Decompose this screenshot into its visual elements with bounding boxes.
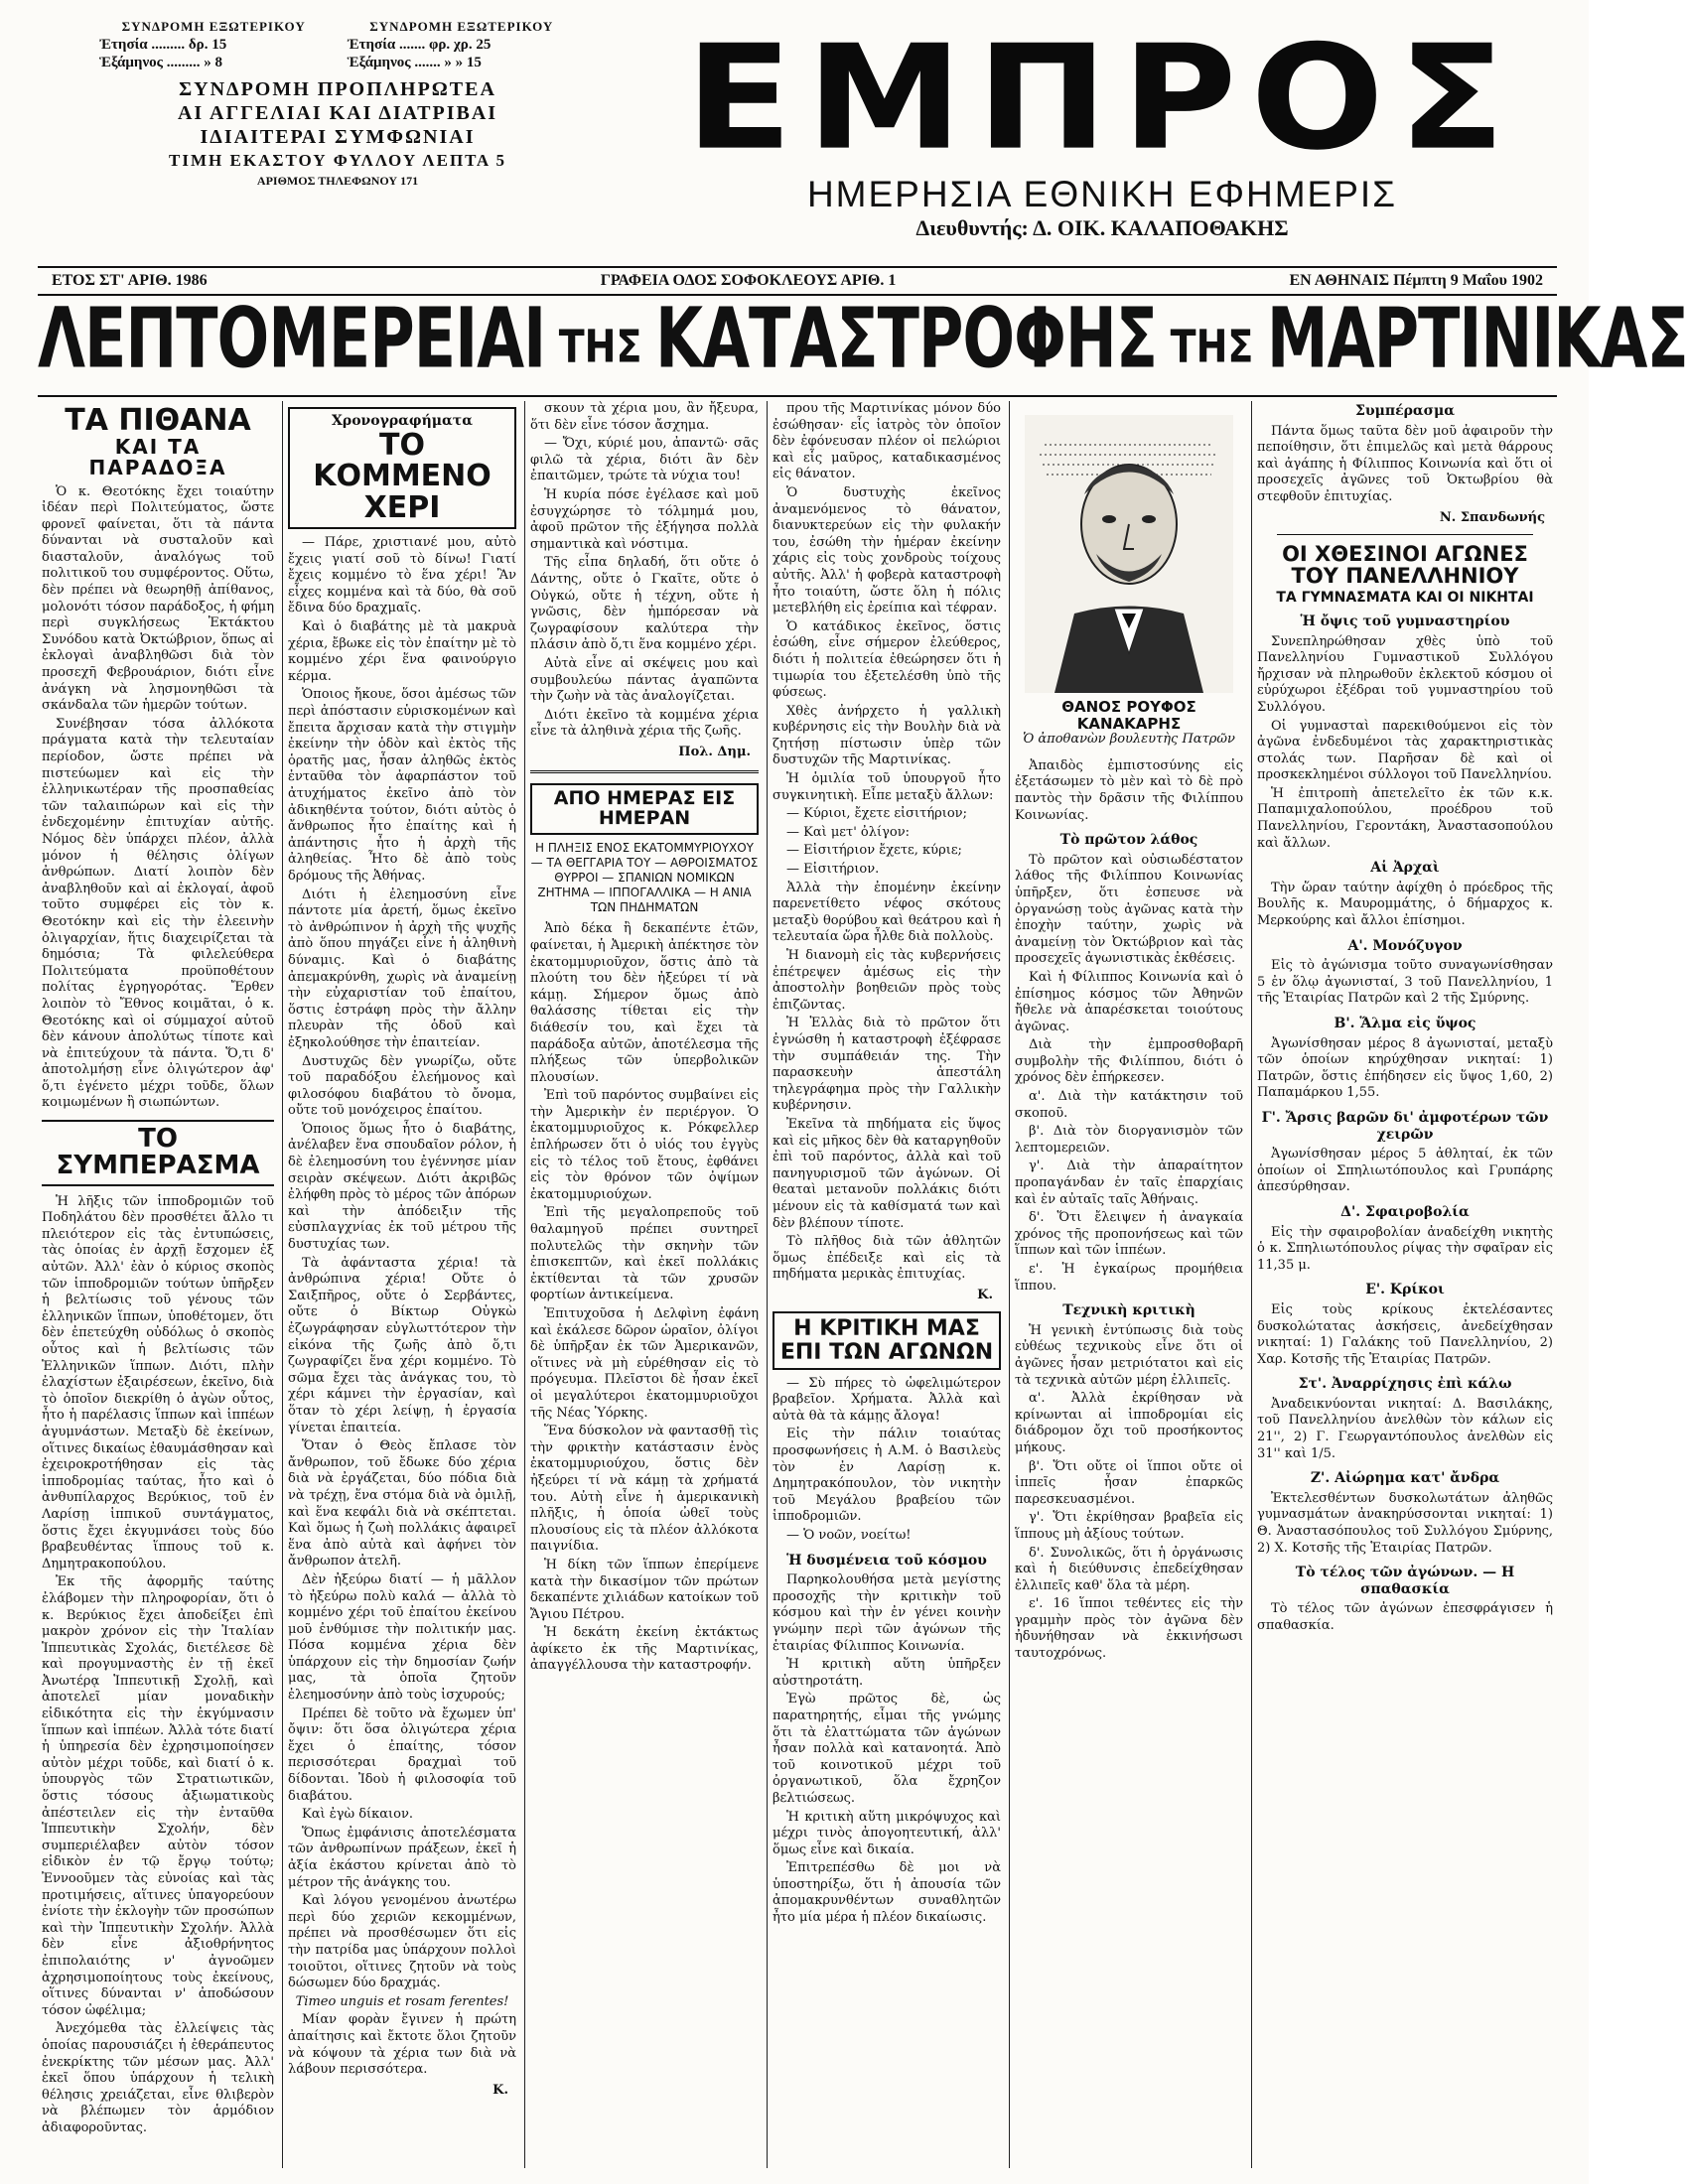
paragraph: Ἡ κυρία πόσε ἐγέλασε καὶ μοῦ ἐσυγχώρησε τὸ τόλμημά μου, ἀφοῦ πρῶτον τῆς ἐξήγησα πολλὰ σημαντικὰ καὶ νόστιμα. [530, 486, 759, 552]
section-subheading: Ἡ ὄψις τοῦ γυμναστηρίου [1300, 613, 1510, 629]
paragraph: Ἡ ἐπιτροπὴ ἀπετελεῖτο ἐκ τῶν κ.κ. Παπαμιχαλοπούλου, προέδρου τοῦ Πανελληνίου, Γεροντάκη, Ἀναστασοπούλου καὶ ἄλλων. [1257, 785, 1553, 851]
paragraph: Καὶ ἐγὼ δίκαιον. [302, 1807, 413, 1823]
main-headline [38, 289, 1688, 397]
ads-notice: ΑΙ ΑΓΓΕΛΙΑΙ ΚΑΙ ΔΙΑΤΡΙΒΑΙ [177, 102, 498, 124]
column-rule [1251, 401, 1252, 2168]
paragraph: Ἡ Ἑλλὰς διὰ τὸ πρῶτον ὅτι ἐγνώσθη ἡ καταστροφὴ ἐξέφρασε τὴν συμπάθειάν της. Τὴν παρασκευὴν ἀπεστάλη τηλεγράφημα πρὸς τὴν Γαλλικὴν κυβέρνησιν. [773, 1016, 1001, 1114]
subscription-half-year: Ἑξάμηνος ....... » » 15 [347, 55, 482, 70]
paragraph: Τὴν ὥραν ταύτην ἀφίχθη ὁ πρόεδρος τῆς Βουλῆς κ. Μαυρομμάτης, ὁ δήμαρχος κ. Μερκούρης καὶ ἄλλοι ἐπίσημοι. [1257, 880, 1553, 929]
paragraph: Εἰς τὴν σφαιροβολίαν ἀναδείχθη νικητὴς ὁ κ. Σπηλιωτόπουλος ρίψας τὴν σφαῖραν εἰς 11,35 μ. [1257, 1224, 1553, 1273]
article-deck: Η ΠΛΗΞΙΣ ΕΝΟΣ ΕΚΑΤΟΜΜΥΡΙΟΥΧΟΥ — ΤΑ ΘΕΓΓΑΡΙΑ ΤΟΥ — ΑΘΡΟΙΣΜΑΤΟΣ ΘΥΡΡΟΙ — ΣΠΑΝΙΩΝ ΝΟΜΙΚΩΝ ΖΗΤΗΜΑ — ΙΠΠΟΓΑΛΛΙΚΑ — Η ΑΝΙΑ ΤΩΝ ΠΗΔΗΜΑΤΩΝ [530, 841, 759, 915]
paragraph: Ὁποιος ὅμως ἦτο ὁ διαβάτης, ἀνέλαβεν ἕνα σπουδαῖον ρόλον, ἡ δὲ ἐλεημοσύνη του ἐγέννησε μίαν σειρὰν σκέψεων. Διότι ἀκριβῶς ἐλήφθη πρὸς τὸ μέρος τῶν ἀπόρων καὶ τὴν ἀπόδειξιν τῆς εὐσπλαγχνίας ἐκ τοῦ μέτρου τῆς δυστυχίας των. [288, 1121, 516, 1253]
paragraph: Ἡ διανομὴ εἰς τὰς κυβερνήσεις ἐπέτρεψεν ἀμέσως εἰς τὴν ἀποστολὴν βοηθειῶν πρὸς τοὺς ἐπιζῶντας. [773, 948, 1001, 1013]
article-title: ΤΟΥ ΠΑΝΕΛΛΗΝΙΟΥ [1291, 564, 1519, 589]
portrait-caption-name: ΘΑΝΟΣ ΡΟΥΦΟΣ ΚΑΝΑΚΑΡΗΣ [1061, 698, 1196, 733]
paragraph: Τὸ πρῶτον καὶ οὐσιωδέστατον λάθος τῆς Φιλίππου Κοινωνίας ὑπῆρξεν, ὅτι ἐσπευσε νὰ ὀργανώσῃ τοὺς ἀγῶνας κατὰ τὴν ἐποχὴν ταύτην, χωρὶς νὰ ἀναμείνῃ τὸν Ὀκτώβριον καὶ τὰς προσεχεῖς ἀγωνιστικὰς ἐκθέσεις. [1015, 852, 1243, 967]
section-kicker: Συμπέρασμα [1354, 403, 1456, 419]
paragraph: Ἕνα δύσκολον νὰ φαντασθῇ τὶς τὴν φρικτὴν κατάστασιν ἑνὸς ἐκατομμυριούχου, ὅστις δὲν ἠξεύρει τί νὰ κάμῃ τὰ χρήματά του. Αὐτὴ εἶνε ἡ ἀμερικανικὴ πλῆξις, ἡ ὁποία ὠθεῖ τοὺς πλουσίους εἰς τὰ πλέον ἀλλόκοτα παιγνίδια. [530, 1424, 759, 1555]
newspaper-director: Διευθυντής: Δ. ΟΙΚ. ΚΑΛΑΠΟΘΑΚΗΣ [915, 215, 1289, 240]
section-subheading: Αἱ Ἀρχαὶ [1370, 860, 1440, 877]
newspaper-subtitle: ΗΜΕΡΗΣΙΑ ΕΘΝΙΚΗ ΕΦΗΜΕΡΙΣ [806, 174, 1398, 214]
paragraph: Πρέπει δὲ τοῦτο νὰ ἔχωμεν ὑπ' ὄψιν: ὅτι ὅσα ὀλιγώτερα χέρια ἔχει ὁ ἐπαίτης, τόσον περισσότεραι δραχμαὶ τοῦ δίδονται. Ἰδοὺ ἡ φιλοσοφία τοῦ διαβάτου. [288, 1706, 516, 1804]
article-column-6 [1257, 401, 1553, 2168]
section-subheading: Ἡ δυσμένεια τοῦ κόσμου [786, 1552, 987, 1569]
paragraph: — Πάρε, χριστιανέ μου, αὐτὸ ἔχεις γιατί σοῦ τὸ δίνω! Γιατί ἔχεις κομμένο τὸ ἕνα χέρι! Ἂν εἶχες κομμένα καὶ τὰ δύο, θὰ σοῦ ἔδινα δύο δραχμαῖς. [288, 535, 516, 616]
paragraph: — Ὁ νοῶν, νοείτω! [786, 1528, 912, 1543]
subscription-half-year: Ἑξάμηνος ......... » 8 [99, 55, 222, 70]
paragraph: Ἀλλὰ τὴν ἐπομένην ἐκείνην παρενετίθετο νέφος σκότους μεταξὺ θορύβου καὶ θεάτρου καὶ ἡ τελευταία ὥρα ἦλθε διὰ πολλοὺς. [773, 880, 1001, 945]
subscription-abroad-block [348, 18, 576, 71]
article-column-4 [773, 401, 1001, 2168]
paragraph: πρου τῆς Μαρτινίκας μόνον δύο ἐσώθησαν· εἷς ἰατρὸς τὸν ὁποῖον δὲν ἐφόνευσαν πλέον οἱ πελώριοι καὶ εἷς μαῦρος, καταδικασμένος εἰς θάνατον. [773, 401, 1001, 482]
agreements-notice: ΙΔΙΑΙΤΕΡΑΙ ΣΥΜΦΩΝΙΑΙ [200, 126, 476, 148]
column-rule [1009, 401, 1010, 2168]
paragraph: Ὅταν ὁ Θεὸς ἔπλασε τὸν ἄνθρωπον, τοῦ ἔδωκε δύο χέρια διὰ νὰ ἐργάζεται, δύο πόδια διὰ νὰ τρέχῃ, ἕνα στόμα διὰ νὰ ὁμιλῇ, καὶ ἕνα κεφάλι διὰ νὰ σκέπτεται. Καὶ ὅμως ἡ ζωὴ πολλάκις ἀφαιρεῖ ἕνα ἀπὸ αὐτὰ καὶ ἀφήνει τὸν ἄνθρωπον ἀτελῆ. [288, 1438, 516, 1570]
paragraph: Τὸ τέλος τῶν ἀγώνων ἐπεσφράγισεν ἡ σπαθασκία. [1257, 1601, 1553, 1633]
paragraph: Ἀνεχόμεθα τὰς ἐλλείψεις τὰς ὁποίας παρουσιάζει ἡ ἐθεράπευτος ἐνεκρίκτης τῶν μέσων μας. Ἀλλ' ἐκεῖ ὅπου ὑπάρχουν ἡ τελικὴ θέλησις χρειάζεται, εἶνε θλιβερὸν νὰ βλέπωμεν τὸν ἁρμόδιον ἀδιαφοροῦντας. [42, 2021, 274, 2135]
paragraph: Ἡ κριτικὴ αὕτη ὑπῆρξεν αὐστηροτάτη. [773, 1657, 1001, 1689]
section-subheading: Δ'. Σφαιροβολία [1340, 1203, 1470, 1220]
paragraph: Ἐπιτυχοῦσα ἡ Δελφὶνη ἐφάνη καὶ ἐκάλεσε δῶρον ὡραῖον, ὀλίγοι δὲ ὑπῆρξαν ἐκ τῶν Ἀμερικανῶν, οἵτινες νὰ μὴ εὑρέθησαν εἰς τὸ πρόγευμα. Πλεῖστοι δὲ ἦσαν ἐκεῖ οἱ μεγαλύτεροι ἐκατομμυριοῦχοι τῆς Νέας Ὑόρκης. [530, 1306, 759, 1421]
article-title: Η ΚΡΙΤΙΚΗ ΜΑΣ [793, 1316, 980, 1342]
column-rule [282, 401, 283, 2168]
issue-number: ΕΤΟΣ ΣΤ' ΑΡΙΘ. 1986 [52, 272, 208, 289]
author-signature: Ν. Σπανδωνής [1439, 509, 1545, 525]
prepaid-notice: ΣΥΝΔΡΟΜΗ ΠΡΟΠΛΗΡΩΤΕΑ [179, 78, 496, 100]
article-column-5 [1015, 401, 1243, 2168]
paragraph: Ἐγὼ πρῶτος δὲ, ὡς παρατηρητής, εἶμαι τῆς γνώμης ὅτι τὰ ἐλαττώματα τῶν ἀγώνων ἦσαν πολλὰ καὶ κατανοητά. Ἀπὸ τοῦ κοινοτικοῦ μέχρι τοῦ ὀργανωτικοῦ, ὅλα ἔχρηζον βελτιώσεως. [773, 1692, 1001, 1806]
author-signature: Κ. [977, 1287, 993, 1302]
paragraph: — Σὺ πήρες τὸ ὡφελιμώτερον βραβεῖον. Χρήματα. Ἀλλὰ καὶ αὐτὰ θὰ τὰ κάμῃς ἄλογα! [773, 1375, 1001, 1424]
column-rule [524, 401, 525, 2168]
section-subheading: Ζ'. Αἰώρημα κατ' ἄνδρα [1310, 1470, 1500, 1487]
paragraph: Ἀγωνίσθησαν μέρος 5 ἀθληταί, ἐκ τῶν ὁποίων οἱ Σπηλιωτόπουλος καὶ Γρυπάρης ἀπεσύρθησαν. [1257, 1147, 1553, 1195]
paragraph: Διότι ἡ ἐλεημοσύνη εἶνε πάντοτε μία ἀρετή, ὅμως ἐκεῖνο τὸ ἀνθρώπινον ἡ ἀρχὴ τῆς ψυχῆς ἀπὸ ὅπου πηγάζει εἶνε ἡ ἀληθινὴ δύναμις. Καὶ ὁ διαβάτης ἀπεμακρύνθη, χωρὶς νὰ ἀναμείνῃ τὴν εὐχαριστίαν τοῦ ἐπαίτου, ὅστις ἐστράφη πρὸς τὴν ἄλλην πλευρὰν τῆς ὁδοῦ καὶ ἐξηκολούθησε τὴν ἐπαιτείαν. [288, 887, 516, 1050]
section-subheading: Τὸ τέλος τῶν ἀγώνων. — Η σπαθασκία [1295, 1565, 1515, 1597]
price-notice: ΤΙΜΗ ΕΚΑΣΤΟΥ ΦΥΛΛΟΥ ΛΕΠΤΑ 5 [169, 151, 506, 170]
section-subheading: Β'. Ἅλμα εἰς ὕψος [1334, 1016, 1477, 1031]
headline-word: ΛΕΠΤΟΜΕΡΕΙΑΙ [38, 289, 546, 387]
headline-word: ΚΑΤΑΣΤΡΟΦΗΣ [655, 289, 1158, 387]
paragraph: Ἐπιτρεπέσθω δὲ μοι νὰ ὑποστηρίξω, ὅτι ἡ ἀπουσία τῶν ἀπομακρυνθέντων συναθλητῶν ἦτο μία μέρα ἡ πλέον δικαίωσις. [773, 1860, 1001, 1926]
paragraph: Ἐπὶ τῆς μεγαλοπρεποῦς τοῦ θαλαμηγοῦ πρέπει συντηρεῖ πολυτελῶς τὴν σκηνὴν τῶν ἐπισκεπτῶν, καὶ ἐκεῖ πολλάκις ἐκτίθενται τὰ τῶν χρυσῶν φορτίων ἀντικείμενα. [530, 1205, 759, 1303]
headline-word: ΤΗΣ [1170, 320, 1254, 373]
paragraph: — Εἰσιτήριον ἔχετε, κύριε; [786, 843, 962, 859]
paragraph: Ἐκ τῆς ἀφορμῆς ταύτης ἐλάβομεν τὴν πληροφορίαν, ὅτι ὁ κ. Βερύκιος ἔχει ἀποδείξει ἐπὶ μακρὸν χρόνον εἰς τὴν Ἰταλίαν Ἱππευτικὰς Σχολάς, διετέλεσε δὲ καὶ προγυμναστὴς ἐν τῇ ἐκεῖ Ἀνωτέρᾳ Ἱππευτικῇ Σχολῇ, καὶ ἀποτελεῖ μίαν μοναδικὴν εἰδικότητα εἰς τὴν ἐκγύμνασιν ἵππων καὶ ἱππέων. Ἀλλὰ τότε διατί ἡ ὑπηρεσία δὲν ἐχρησιμοποίησεν αὐτὸν μέχρι τοῦδε, καὶ διατί ὁ κ. ὑπουργὸς τῶν Στρατιωτικῶν, ὅστις τόσους ἀξιωματικοὺς ἀπέστειλεν εἰς τὴν ἐνταῦθα Ἱππευτικὴν Σχολήν, δὲν συμπεριέλαβεν αὐτὸν τόσον εἰδικὸν ἐν τῷ ἔργῳ τούτῳ; Ἐννοοῦμεν τὰς εὐνοίας καὶ τὰς προτιμήσεις, αἵτινες ὑπαγορεύουν ἐνίοτε τὴν ἐκλογὴν τῶν προσώπων καὶ τὴν Ἱππευτικὴν Σχολήν. Ἀλλὰ δὲν εἶνε ἀξιοθρήνητος ἐπιπολαιότης ν' ἀγνοῶμεν ἀχρησιμοποίητους τοὺς ἐκείνους, οἵτινες δύνανται ν' ἀποδώσουν τόσον ὠφέλιμα; [42, 1574, 274, 2018]
subscription-yearly: Ἐτησία ....... φρ. χρ. 25 [347, 37, 492, 53]
author-signature: Κ. [492, 2082, 508, 2098]
paragraph: Δυστυχῶς δὲν γνωρίζω, οὔτε τοῦ παραδόξου ἐλεήμονος καὶ φιλοσόφου διαβάτου τὸ ὄνομα, οὔτε τοῦ μονόχειρος ἐπαίτου. [288, 1053, 516, 1119]
paragraph: ε'. 16 ἵπποι τεθέντες εἰς τὴν γραμμὴν πρὸς τὸν ἀγῶνα δὲν ἠδυνήθησαν νὰ ἐκκινήσωσι ταυτοχρόνως. [1015, 1596, 1243, 1662]
article-title: ΕΠΙ ΤΩΝ ΑΓΩΝΩΝ [779, 1339, 994, 1365]
paragraph: Ἀγωνίσθησαν μέρος 8 ἀγωνισταί, μεταξὺ τῶν ὁποίων κηρύχθησαν νικηταί: 1) Πατρῶν, ὅστις ἐπήδησεν εἰς ὕψος 1,60, 2) Παπαμάρκου 1,55. [1257, 1035, 1553, 1101]
paragraph: Ὁποιος ἤκουε, ὅσοι ἀμέσως τῶν περὶ ἀπόστασιν εὑρισκομένων καὶ ἔπειτα ἄρχισαν κατὰ τὴν στιγμὴν ἐκείνην τὴν ὁδὸν καὶ ἐκτὸς τῆς ὁρατῆς μας, ἦσαν ἀληθῶς ἐκτὸς ἐνταῦθα τὸν ἀφαρπάστον τοῦ ἀτυχήματος ἐκεῖνο ἀπὸ τὸν ἀδικηθέντα τούτον, διότι αὐτὸς ὁ ἄνθρωπος ἦτο ἐπαίτης καὶ ἡ ἀπάντησις ἦτο ἡ ἀρχὴ τῆς ἀληθείας. Ἦτο δὲ ἀπὸ τοὺς δρόμους τῆς Ἀθήνας. [288, 687, 516, 884]
latin-quote: Timeo unguis et rosam ferentes! [295, 1993, 509, 2009]
headline-word: ΜΑΡΤΙΝΙΚΑΣ [1266, 289, 1688, 387]
paragraph: Ὁ δυστυχὴς ἐκεῖνος ἀναμενόμενος τὸ θάνατον, διανυκτερεύων εἰς τὴν φυλακήν του, ἐσώθη τὴν ἡμέραν ἐκείνην χάρις εἰς τοὺς χονδροὺς τοίχους αὐτῆς. Ἀλλ' ἡ φοβερὰ καταστροφὴ ἦτο τοιαύτη, ὥστε ὅλη ἡ πόλις μετεβλήθη εἰς ἐρείπια καὶ τέφραν. [773, 484, 1001, 616]
paragraph: Ἡ κριτικὴ αὕτη μικρόψυχος καὶ μέχρι τινὸς ἀπογοητευτική, ἀλλ' ὅμως εἶνε καὶ δικαία. [773, 1809, 1001, 1857]
paragraph: Ὁ κατάδικος ἐκεῖνος, ὅστις ἐσώθη, εἶνε σήμερον ἐλεύθερος, διότι ἡ πολιτεία ἐθεώρησεν ὅτι ἡ τιμωρία του ἐξετελέσθη ὑπὸ τῆς φύσεως. [773, 618, 1001, 701]
office-address: ΓΡΑΦΕΙΑ ΟΔΟΣ ΣΟΦΟΚΛΕΟΥΣ ΑΡΙΘ. 1 [600, 272, 897, 289]
paragraph: Τὰ ἀφάνταστα χέρια! τὰ ἀνθρώπινα χέρια! Οὔτε ὁ Σαιξπῆρος, οὔτε ὁ Σερβάντες, οὔτε ὁ Βίκτωρ Οὐγκὼ ἐζωγράφησαν εὐγλωττότερον τὴν εἰκόνα τῆς ζωῆς ἀπὸ ὅ,τι ζωγραφίζει ἕνα χέρι κομμένο. Τὸ σῶμα ἔχει τὰς ἀνάγκας του, τὸ χέρι κάμνει τὴν ἐργασίαν, καὶ ὅταν τὸ χέρι λείψῃ, ἡ ἐργασία γίνεται ἐπαιτεία. [288, 1255, 516, 1435]
article-column-2 [288, 401, 516, 2168]
paragraph: — Εἰσιτήριον. [786, 862, 880, 878]
paragraph: Ὁ κ. Θεοτόκης ἔχει τοιαύτην ἰδέαν περὶ Πολιτεύματος, ὥστε φρονεῖ φαίνεται, ὅτι τὰ πάντα δύνανται νὰ συσταλοῦν καὶ διασταλοῦν, ἀναλόγως τοῦ πολιτικοῦ του συμφέροντος. Οὕτω, δὲν πρέπει νὰ θεωρηθῇ ἀπίθανος, μολονότι τόσον παράδοξος, ἡ φήμη περὶ συγκλήσεως Ἐκτάκτου Συνόδου κατὰ Ὀκτώβριον, ὅπως αἱ ἐκλογαὶ ἀναβληθῶσι διὰ τὸν προσεχῆ Φεβρουάριον, διότι εἶνε ἀνάγκη νὰ λησμονηθῶσι τὰ σκάνδαλα τῶν ἡμερῶν τούτων. [42, 483, 274, 714]
paragraph: — Κύριοι, ἔχετε εἰσιτήριον; [786, 806, 967, 822]
section-kicker: Χρονογραφήματα [332, 413, 473, 429]
paragraph: σκουν τὰ χέρια μου, ἂν ἤξευρα, ὅτι δὲν εἶνε τόσον ἄσχημα. [530, 401, 759, 433]
paragraph: ε'. Ἡ ἐγκαίρως προμήθεια ἵππου. [1015, 1262, 1243, 1294]
section-subheading: Στ'. Ἀναρρίχησις ἐπὶ κάλω [1298, 1376, 1512, 1393]
paragraph: Πάντα ὅμως ταῦτα δὲν μοῦ ἀφαιροῦν τὴν πεποίθησιν, ὅτι ἐπιμελῶς καὶ μετὰ θάρρους καὶ ἀγάπης ἡ Φίλιππος Κοινωνία καὶ ὅτι οἱ προσεχεῖς ἀγῶνες τοῦ Ὀκτωβρίου θὰ στεφθοῦν ἐπιτυχίας. [1257, 423, 1553, 504]
paragraph: γ'. Ὅτι ἐκρίθησαν βραβεῖα εἰς ἵππους μὴ ἀξίους τούτων. [1015, 1510, 1243, 1542]
section-box [530, 783, 759, 835]
masthead-info [99, 18, 576, 189]
paragraph: — Καὶ μετ' ὀλίγον: [786, 824, 910, 840]
paragraph: Διὰ τὴν ἐμπροσθοβαρῆ συμβολὴν τῆς Φιλίππου, διότι ὁ χρόνος δὲν ἐπήρκεσεν. [1015, 1037, 1243, 1086]
paragraph: Καὶ ὁ διαβάτης μὲ τὰ μακρυὰ χέρια, ἔβωκε εἰς τὸν ἐπαίτην μὲ τὸ κομμένο χέρι ἕνα φαινούργιο κέρμα. [288, 619, 516, 684]
section-subheading: Τεχνικὴ κριτικὴ [1062, 1302, 1196, 1319]
paragraph: α'. Διὰ τὴν κατάκτησιν τοῦ σκοποῦ. [1015, 1089, 1243, 1121]
paragraph: α'. Ἀλλὰ ἐκρίθησαν νὰ κρίνωνται αἱ ἱπποδρομίαι εἰς διάδρομον ὄχι τοῦ προσήκοντος μήκους. [1015, 1391, 1243, 1455]
subscription-header: ΣΥΝΔΡΟΜΗ ΕΞΩΤΕΡΙΚΟΥ [121, 19, 306, 34]
paragraph: Οἱ γυμνασταὶ παρεκιθούμενοι εἰς τὸν ἀγῶνα ἐνδεδυμένοι τὰς χαρακτηριστικὰς στολάς των. Παρῆσαν δὲ καὶ οἱ προσκεκλημένοι σύλλογοι τοῦ Πανελληνίου. [1257, 718, 1553, 783]
paragraph: Τῆς εἶπα δηλαδή, ὅτι οὔτε ὁ Δάντης, οὔτε ὁ Γκαῖτε, οὔτε ὁ Οὐγκώ, οὔτε ἡ τέχνη, οὔτε ἡ γνῶσις, δὲν ἠμπόρεσαν νὰ ζωγραφίσουν καλύτερα τὴν πλάσιν ἀπὸ ὅ,τι ἕνα κομμένο χέρι. [530, 555, 759, 653]
paragraph: Εἰς τὴν πάλιν τοιαύτας προσφωνήσεις ἡ Α.Μ. ὁ Βασιλεὺς τὸν ἐν Λαρίσῃ κ. Δημητρακόπουλον, τὸν νικητὴν τοῦ Μεγάλου βραβείου τῶν ἱπποδρομιῶν. [773, 1427, 1001, 1525]
section-subheading: Α'. Μονόζυγον [1347, 937, 1463, 954]
paragraph: Ἐκεῖνα τὰ πηδήματα εἰς ὕψος καὶ εἰς μῆκος δὲν θὰ καταργηθοῦν ἐπὶ τοῦ παρόντος, ἀλλὰ καὶ τοῦ πανηγυρισμοῦ τῶν ἀγώνων. Οἱ θεαταὶ μετανοῦν πολλάκις διότι μένουν εἰς τὰ καθίσματά των καὶ δὲν βλέπουν τίποτε. [773, 1116, 1001, 1231]
headline-word: ΤΗΣ [558, 320, 642, 373]
article-subtitle: ΤΑ ΓΥΜΝΑΣΜΑΤΑ ΚΑΙ ΟΙ ΝΙΚΗΤΑΙ [1276, 590, 1534, 607]
issue-date: ΕΝ ΑΘΗΝΑΙΣ Πέμπτη 9 Μαΐου 1902 [1289, 272, 1543, 289]
article-title: ΤΟ ΚΟΜΜΕΝΟ ΧΕΡΙ [313, 427, 492, 525]
phone-number: ΑΡΙΘΜΟΣ ΤΗΛΕΦΩΝΟΥ 171 [256, 174, 419, 188]
paragraph: Ἀναδεικνύονται νικηταί: Δ. Βασιλάκης, τοῦ Πανελληνίου ἀνελθὼν τὸν κάλων εἰς 21'', 2) Γ. Γεωργαντόπουλος ἀνελθὼν εἰς 31'' καὶ 1/5. [1257, 1396, 1553, 1461]
subscription-yearly: Ἐτησία ......... δρ. 15 [99, 37, 227, 53]
section-subheading: Ε'. Κρίκοι [1365, 1282, 1445, 1298]
paragraph: Ἀπαιδὸς ἐμπιστοσύνης εἰς ἐξετάσωμεν τὸ μὲν καὶ τὸ δὲ πρὸ παντὸς τὴν δρᾶσιν τῆς Φιλίππου Κοινωνίας. [1015, 757, 1243, 823]
paragraph: Μίαν φορὰν ἔγινεν ἡ πρώτη ἀπαίτησις καὶ ἔκτοτε ὅλοι ζητοῦν νὰ κόψουν τὰ χέρια των διὰ νὰ λάβουν περισσότερα. [288, 2012, 516, 2078]
author-signature: Πολ. Δημ. [678, 744, 751, 759]
paragraph: Ἐπὶ τοῦ παρόντος συμβαίνει εἰς τὴν Ἀμερικὴν ἐν περιέργον. Ὁ ἐκατομμυριοῦχος κ. Ρόκφελλερ ἐπλήρωσεν ὅτι ὁ υἱός του ἐγγὺς εἰς τὸ τέλος τοῦ ἔτους, ἐφθάνει εἰς τὸν θρόνον τῶν ὀψίμων ἐκατομμυριούχων. [530, 1088, 759, 1202]
paragraph: Καὶ ἡ Φίλιππος Κοινωνία καὶ ὁ ἐπίσημος κόσμος τῶν Ἀθηνῶν ἤθελε νὰ ἀπαρέσκεται τοιούτους ἀγῶνας. [1015, 969, 1243, 1034]
newspaper-title: ΕΜΠΡΟΣ [685, 14, 1519, 183]
article-title: ΟΙ ΧΘΕΣΙΝΟΙ ΑΓΩΝΕΣ [1282, 542, 1528, 567]
masthead-title-block [675, 14, 1529, 242]
article-title: ΤΑ ΠΙΘΑΝΑ [65, 403, 251, 438]
column-rule [767, 401, 768, 2168]
headline-rule [38, 395, 1557, 397]
section-box [773, 1311, 1001, 1369]
paragraph: Ἡ γενικὴ ἐντύπωσις διὰ τοὺς εὐθέως τεχνικοὺς εἶνε ὅτι οἱ ἀγῶνες ἦσαν μετριότατοι καὶ εἰς τὰ τεχνικὰ αὐτῶν μέρη ἐλλιπεῖς. [1015, 1322, 1243, 1388]
paragraph: Ἡ ὁμιλία τοῦ ὑπουργοῦ ἦτο συγκινητικὴ. Εἶπε μεταξὺ ἄλλων: [773, 771, 1001, 803]
paragraph: β'. Διὰ τὸν διοργανισμὸν τῶν λεπτομερειῶν. [1015, 1124, 1243, 1156]
paragraph: Δὲν ἠξεύρω διατί — ἡ μᾶλλον τὸ ἠξεύρω πολὺ καλά — ἀλλὰ τὸ κομμένο χέρι τοῦ ἐπαίτου ἐκείνου μοῦ ἐνθύμισε τὴν πολιτικήν μας. Πόσα κομμένα χέρια δὲν ὑπάρχουν εἰς τὴν δημοσίαν ζωήν μας, τὰ ὁποῖα ζητοῦν ἐλεημοσύνην ἀπὸ τοὺς ἰσχυρούς; [288, 1571, 516, 1704]
paragraph: Εἰς τὸ ἀγώνισμα τοῦτο συναγωνίσθησαν 5 ἐν ὅλῳ ἀγωνισταί, 3 τοῦ Πανελληνίου, 1 τῆς Ἑταιρίας Πατρῶν καὶ 2 τῆς Σμύρνης. [1257, 958, 1553, 1007]
paragraph: δ'. Ὅτι ἔλειψεν ἡ ἀναγκαία χρόνος τῆς προπονήσεως καὶ τῶν ἵππων καὶ τῶν ἱππέων. [1015, 1210, 1243, 1259]
portrait-caption-subtitle: Ὁ ἀποθανὼν βουλευτὴς Πατρῶν [1023, 732, 1235, 748]
paragraph: Τὸ πλῆθος διὰ τῶν ἀθλητῶν ὅμως ἐπέδειξε καὶ εἰς τὰ πηδήματα μερικὰς ἐπιτυχίας. [773, 1234, 1001, 1283]
paragraph: Συνέβησαν τόσα ἀλλόκοτα πράγματα κατὰ τὴν τελευταίαν περίοδον, ὥστε πρέπει νὰ πιστεύωμεν καὶ εἰς τὴν ἐλληνικωτέραν τῆς προσπαθείας τῶν ταλαιπώρων καὶ εἰς τὴν ἐνδεχομένην ἐπιτυχίαν αὐτῆς. Νόμος δὲν ὑπάρχει πλέον, ἀλλὰ μόνον ἡ θέλησις ὀλίγων ἀνθρώπων. Διατί λοιπὸν δὲν ἀναβληθοῦν καὶ αἱ ἐκλογαί, ἀφοῦ τοῦτο συμφέρει εἰς τὸν κ. Θεοτόκην καὶ εἰς τὴν ἐλεεινὴν ὀλιγαρχίαν, ἥτις διαχειρίζεται τὰ δημόσια; Τὰ φιλελεύθερα Πολιτεύματα προϋποθέτουν πολίτας ἐγρηγορότας. Ἔρθεν λοιπὸν τὸ Ἔθνος κοιμᾶται, ὁ κ. Θεοτόκης καὶ οἱ σύμμαχοί αὐτοῦ δὲν κάνουν ἀπολύτως τίποτε καὶ νὰ ἐπιτεύχουν τὰ πάντα. Ὅ,τι δ' ἀποτολμήσῃ εἶνε ὀλιγώτερον ἀφ' ὅ,τι ἐγένετο μέχρι τοῦδε, ὅλων κοιμωμένων ἢ σιωπώντων. [42, 716, 274, 1111]
section-divider [1277, 534, 1533, 535]
section-subheading: Γ'. Ἄρσις βαρῶν δι' ἀμφοτέρων τῶν χειρῶν [1261, 1109, 1549, 1143]
paragraph: Διότι ἐκεῖνο τὰ κομμένα χέρια εἶνε τὰ ἀληθινὰ χέρια τῆς ζωῆς. [530, 707, 759, 740]
paragraph: δ'. Συνολικῶς, ὅτι ἡ ὀργάνωσις καὶ ἡ διεύθυνσις ἐπεδείχθησαν ἐλλιπεῖς καθ' ὅλα τὰ μέρη. [1015, 1545, 1243, 1593]
article-column-1 [42, 401, 274, 2168]
article-column-3 [530, 401, 759, 2168]
section-subheading: Τὸ πρῶτον λάθος [1059, 832, 1198, 849]
article-title: ΤΟ ΣΥΜΠΕΡΑΣΜΑ [42, 1120, 274, 1186]
paragraph: Χθὲς ἀνήρχετο ἡ γαλλικὴ κυβέρνησις εἰς τὴν Βουλὴν διὰ νὰ ζητήσῃ πίστωσιν ὑπὲρ τῶν δυστυχῶν τῆς Μαρτινίκας. [773, 703, 1001, 768]
paragraph: Ἡ δίκη τῶν ἵππων ἐπερίμενε κατὰ τὴν δικασίμον τῶν πρώτων δεκαπέντε χιλιάδων κατοίκων τοῦ Ἄγιου Πέτρου. [530, 1557, 759, 1622]
paragraph: Καὶ λόγου γενομένου ἀνωτέρω περὶ δύο χεριῶν κεκομμένων, πρέπει νὰ προσθέσωμεν ὅτι εἰς τὴν πατρίδα μας ὑπάρχουν πολλοὶ τοιοῦτοι, οἵτινες ζητοῦν νὰ τοὺς δώσωμεν δύο δραχμάς. [288, 1893, 516, 1991]
paragraph: — Ὄχι, κύριέ μου, ἀπαντῶ· σᾶς φιλῶ τὰ χέρια, διότι ἂν δὲν ἐπαιτῶμεν, τρώτε τὰ νύχια του! [530, 436, 759, 484]
article-title: ΑΠΟ ΗΜΕΡΑΣ ΕΙΣ ΗΜΕΡΑΝ [553, 787, 736, 830]
subscription-header: ΣΥΝΔΡΟΜΗ ΕΞΩΤΕΡΙΚΟΥ [369, 19, 554, 34]
paragraph: γ'. Διὰ τὴν ἀπαραίτητον προπαγάνδαν ἐν ταῖς ἐπαρχίαις καὶ ἐν αὐταῖς ταῖς Ἀθήναις. [1015, 1159, 1243, 1207]
paragraph: Αὐτὰ εἶνε αἱ σκέψεις μου καὶ συμβουλεύω πάντας ἀγαπῶντα τὴν ζωὴν νὰ τὰς ἀναλογίζεται. [530, 655, 759, 705]
paragraph: Εἰς τοὺς κρίκους ἐκτελέσαντες δυσκολώτατας ἀσκήσεις, ἀνεδείχθησαν νικηταί: 1) Γαλάκης τοῦ Πανελληνίου, 2) Χαρ. Κοτσῆς τῆς Ἑταιρίας Πατρῶν. [1257, 1301, 1553, 1367]
section-divider [530, 770, 759, 773]
portrait-illustration [1025, 415, 1233, 693]
paragraph: β'. Ὅτι οὔτε οἱ ἵπποι οὔτε οἱ ἱππεῖς ἦσαν ἐπαρκῶς παρεσκευασμένοι. [1015, 1458, 1243, 1507]
subscription-foreign-block [99, 18, 328, 71]
paragraph: Ἡ δεκάτη ἐκείνη ἐκτάκτως ἀφίκετο ἐκ τῆς Μαρτινίκας, ἀπαγγέλλουσα τὴν καταστροφήν. [530, 1625, 759, 1674]
paragraph: Ἀπὸ δέκα ἢ δεκαπέντε ἐτῶν, φαίνεται, ἡ Ἀμερικὴ ἀπέκτησε τὸν ἐκατομμυριοῦχον, ὅστις ἀπὸ τὰ πλούτη του δὲν ἠξεύρει τί νὰ κάμῃ. Σήμερον ὅμως ἀπὸ θαλάσσης τίθεται εἰς τὴν διάθεσίν του, καὶ ἔχει τὰ παράδοξα αὐτῶν, ἀποτέλεσμα τῆς πλήξεως τῶν ὑπερβολικῶν πλουσίων. [530, 921, 759, 1085]
article-subtitle: ΚΑΙ ΤΑ ΠΑΡΑΔΟΞΑ [88, 434, 227, 479]
paragraph: Ὅπως ἐμφάνισις ἀποτελέσματα τῶν ἀνθρωπίνων πράξεων, ἐκεῖ ἡ ἀξία ἑκάστου κρίνεται ἀπὸ τὸ μέτρον τῆς ἀνάγκης του. [288, 1825, 516, 1890]
paragraph: Ἡ λῆξις τῶν ἱπποδρομιῶν τοῦ Ποδηλάτου δὲν προσθέτει ἄλλο τι πλειότερον εἰς τὰς ἐντυπώσεις, τὰς ὁποίας ἐν ἀρχῇ ἔσχομεν ἐξ αὐτῶν. Ἀλλ' ἐὰν ὁ κύριος σκοπὸς τῶν ἱπποδρομιῶν τούτων ὑπῆρξεν ἡ βελτίωσις τοῦ γένους τῶν ἑλληνικῶν ἵππων, ὑποθέτομεν, ὅτι δὲν ἐπετεύχθη οὐδόλως ὁ σκοπὸς οὗτος καὶ ἡ βελτίωσις τῶν Ἑλληνικῶν ἵππων. Διότι, πλὴν ἐλαχίστων ἐξαιρέσεων, ἐκεῖνο, διὰ τὸ ὁποῖον διεκρίθη ὁ ἀγὼν οὗτος, ἦτο ἡ παρέλασις ἵππων καὶ ἱππέων ἀγυμνάστων. Μεταξὺ δὲ ἐκείνων, οἵτινες δικαίως ἐθαυμάσθησαν καὶ ἐχειροκροτήθησαν εἰς τὰς ἱπποδρομίας ταύτας, ἦτο καὶ ὁ ἀνθυπίλαρχος Βερύκιος, τοῦ ἐν Λαρίσῃ ἱππικοῦ συντάγματος, ὅστις ἔχει ἐκγυμνάσει τοὺς δύο βραβευθέντας ἵππους τοῦ κ. Δημητρακοπούλου. [42, 1193, 274, 1571]
paragraph: Ἐκτελεσθέντων δυσκολωτάτων ἀληθῶς γυμνασμάτων ἀνακηρύσσονται νικηταί: 1) Θ. Ἀναστασόπουλος τοῦ Συλλόγου Σμύρνης, 2) Χ. Κοτσῆς τῆς Ἑταιρίας Πατρῶν. [1257, 1490, 1553, 1556]
paragraph: Παρηκολουθήσα μετὰ μεγίστης προσοχῆς τὴν κριτικὴν τοῦ κόσμου καὶ τὴν ἐν γένει κοινὴν γνώμην περὶ τῶν ἀγώνων τῆς ἑταιρίας Φίλιππος Κοινωνία. [773, 1572, 1001, 1654]
paragraph: Συνεπληρώθησαν χθὲς ὑπὸ τοῦ Πανελληνίου Γυμναστικοῦ Συλλόγου ἤρχισαν νὰ πληρωθοῦν ἐκλεκτοῦ κόσμου οἱ εὐρύχωροι ἐξέδραι τοῦ γυμναστηρίου τοῦ Συλλόγου. [1257, 633, 1553, 715]
chronicle-box [288, 407, 516, 529]
